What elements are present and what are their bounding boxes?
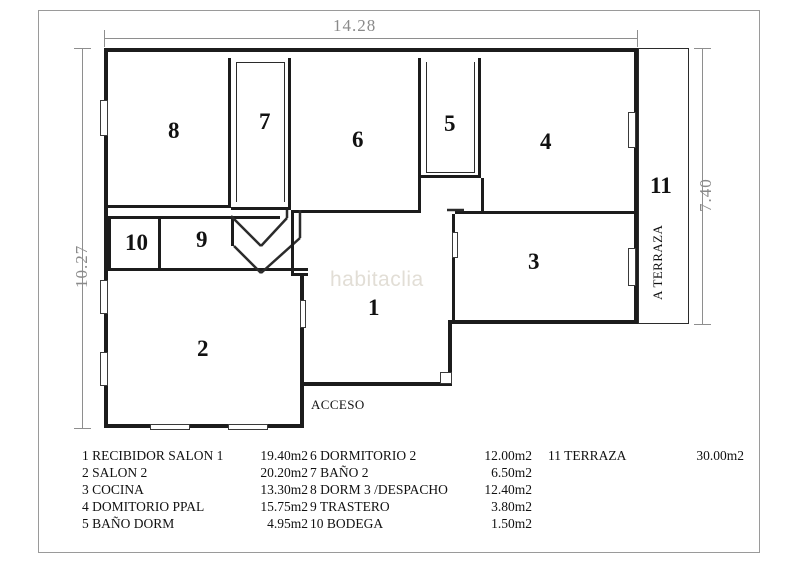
dimension-line-left (82, 48, 83, 428)
legend-item-label: 1 RECIBIDOR SALON 1 (82, 448, 224, 463)
door-cocina (452, 232, 458, 258)
legend-row (310, 481, 532, 498)
legend-item-label: 6 DORMITORIO 2 (310, 448, 417, 463)
legend-item-label: 7 BAÑO 2 (310, 465, 369, 480)
window-right-lower (628, 248, 636, 286)
dimension-tick-top-right (637, 30, 638, 47)
access-label: ACCESO (311, 397, 365, 412)
legend-item-area: 6.50m2 (491, 465, 532, 480)
legend-item-label: 11 TERRAZA (548, 448, 627, 463)
legend-row (82, 464, 308, 481)
legend-row (310, 515, 532, 532)
room-number-1: 1 (368, 295, 380, 320)
legend-item-area: 30.00m2 (696, 448, 744, 463)
terrace-outer-edge (688, 48, 689, 324)
dimension-tick-right-bottom (694, 324, 711, 325)
legend-item-area: 12.00m2 (484, 448, 532, 463)
dimension-line-top (104, 38, 637, 39)
entrance-door-marker (440, 372, 452, 384)
room-number-6: 6 (352, 127, 364, 152)
room-number-4: 4 (540, 129, 552, 154)
dimension-tick-left-top (74, 48, 91, 49)
dimension-label-top: 14.28 (333, 16, 377, 35)
watermark: habitaclia (330, 268, 424, 291)
legend-row (310, 464, 532, 481)
legend-row (310, 447, 532, 464)
room-number-3: 3 (528, 249, 540, 274)
room-number-8: 8 (168, 118, 180, 143)
legend-item-area: 3.80m2 (491, 499, 532, 514)
dimension-tick-top-left (104, 30, 105, 47)
room-number-10: 10 (125, 230, 148, 255)
legend-item-label: 2 SALON 2 (82, 465, 148, 480)
dimension-label-left: 10.27 (72, 244, 91, 288)
dimension-tick-right-top (694, 48, 711, 49)
room-number-2: 2 (197, 336, 209, 361)
legend-item-label: 9 TRASTERO (310, 499, 390, 514)
window-bottom-salon2 (150, 424, 190, 430)
legend-item-area: 20.20m2 (260, 465, 308, 480)
legend-row (548, 447, 744, 464)
window-left-lower (100, 280, 108, 314)
dimension-tick-left-bottom (74, 428, 91, 429)
room-number-9: 9 (196, 227, 208, 252)
legend-row (82, 498, 308, 515)
room-number-7: 7 (259, 109, 271, 134)
terrace-label: A TERRAZA (650, 224, 665, 300)
window-left-bottom (100, 352, 108, 386)
legend-row (82, 481, 308, 498)
legend-item-area: 12.40m2 (484, 482, 532, 497)
diagonal-partitions (104, 48, 664, 428)
legend-item-label: 4 DOMITORIO PPAL (82, 499, 205, 514)
legend-item-area: 13.30m2 (260, 482, 308, 497)
dimension-label-right: 7.40 (696, 178, 715, 212)
legend-item-label: 8 DORM 3 /DESPACHO (310, 482, 448, 497)
legend-item-area: 19.40m2 (260, 448, 308, 463)
legend-column-1 (82, 447, 308, 532)
room-number-5: 5 (444, 111, 456, 136)
legend-item-area: 1.50m2 (491, 516, 532, 531)
legend-column-3 (548, 447, 744, 464)
partition-hall-left (291, 210, 294, 276)
legend-row (82, 515, 308, 532)
door-salon2 (300, 300, 306, 328)
legend-item-label: 5 BAÑO DORM (82, 516, 175, 531)
window-bottom-salon2-2 (228, 424, 268, 430)
window-left-upper (100, 100, 108, 136)
partition-hall-bottom-left-stub (294, 273, 308, 276)
legend-column-2 (310, 447, 532, 532)
room-number-11: 11 (650, 173, 672, 198)
legend-item-area: 15.75m2 (260, 499, 308, 514)
legend-item-label: 3 COCINA (82, 482, 144, 497)
window-right-upper (628, 112, 636, 148)
legend-item-area: 4.95m2 (267, 516, 308, 531)
legend-row (310, 498, 532, 515)
legend-row (82, 447, 308, 464)
legend-item-label: 10 BODEGA (310, 516, 384, 531)
